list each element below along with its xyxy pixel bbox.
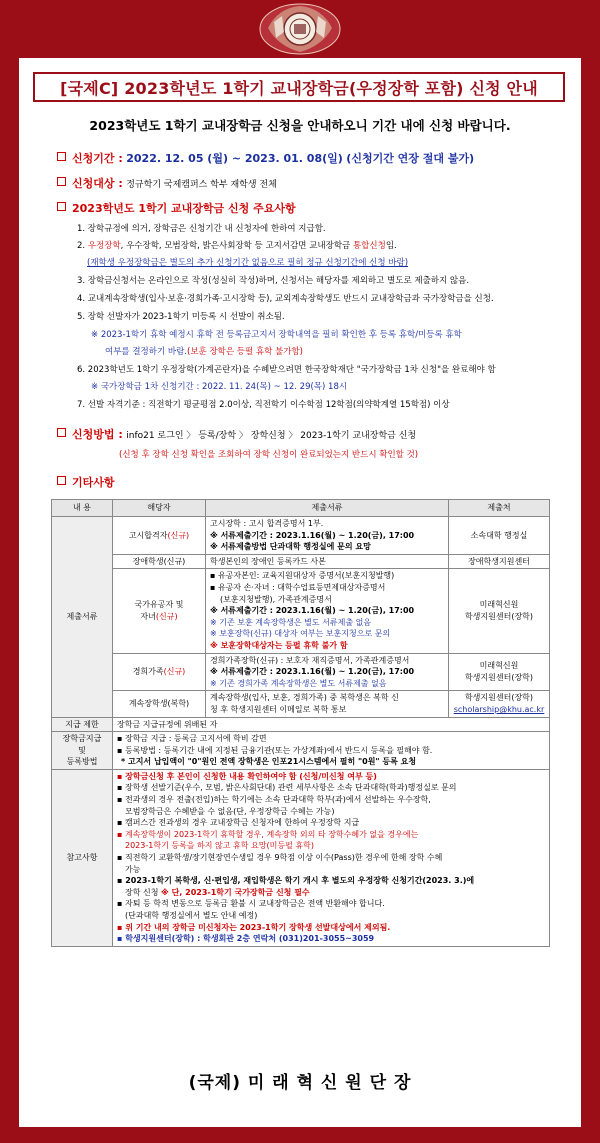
row-target: 국가유공자 및 자녀(신규) (113, 569, 206, 653)
key-point-7: 7. 선발 자격기준 : 직전학기 평균평점 2.0이상, 직전학기 이수학점 12학점(의약학계열 15학점) 이상 (77, 400, 450, 410)
target-label: 신청대상 : (72, 177, 123, 190)
row-docs: 계속장학생(입사, 보훈, 경희가족) 중 복학생은 복학 신 청 후 학생지원센터 이메일로 복학 통보 (206, 691, 449, 717)
period-note: (신청기간 연장 절대 불가) (346, 152, 475, 165)
scholarship-email-link[interactable]: scholarship@khu.ac.kr (453, 704, 545, 714)
bullet-square-icon (57, 202, 66, 211)
page-title: [국제C] 2023학년도 1학기 교내장학금(우정장학 포함) 신청 안내 (33, 72, 565, 102)
row-target: 장애학생(신규) (113, 554, 206, 569)
bullet-square-icon (57, 476, 66, 485)
row-target: 계속장학생(복학) (113, 691, 206, 717)
key-point-5-note-2: 여부를 결정하기 바람.(보훈 장학은 등펄 휴학 불가함) (105, 347, 303, 357)
key-point-3: 3. 장학금신청서는 온라인으로 작성(성실히 작성)하며, 신청서는 해당자를 제외하고 별도로 제출하지 않음. (77, 276, 470, 286)
table-header-row (52, 500, 550, 517)
row-office: 학생지원센터(장학) scholarship@khu.ac.kr (449, 691, 550, 717)
period-section (57, 150, 474, 166)
table-row (52, 732, 550, 770)
row-office: 미래혁신원 학생지원센터(장학) (449, 569, 550, 653)
table-header: 제출서류 (206, 500, 449, 517)
method-path: info21 로그인 〉 등록/장학 〉 장학신청 〉 2023-1학기 교내장학금 신청 (126, 431, 417, 441)
key-point-5-note-1: ※ 2023-1학기 휴학 예정시 휴학 전 등록금고지서 장학내역을 필히 확인한 후 등록 휴학/미등록 휴학 (91, 330, 462, 340)
key-point-5: 5. 장학 선발자가 2023-1학기 미등록 시 선발이 취소됨. (77, 312, 285, 322)
row-office: 소속대학 행정실 (449, 517, 550, 555)
row-docs: 경희가족장학(신규) : 보호자 재직증명서, 가족관계증명서 ※ 서류제출기간 : 2023.1.16(월) ~ 1.20(금), 17:00 ※ 기존 경희가족 계속장학생은 별도 서류제출 없음 (206, 653, 449, 691)
table-row (52, 691, 550, 717)
period-label: 신청기간 : (72, 152, 123, 165)
period-dates: 2022. 12. 05 (월) ~ 2023. 01. 08(일) (126, 152, 343, 165)
bullet-square-icon (57, 177, 66, 186)
row-docs: 고시장학 : 고시 합격증명서 1부. ※ 서류제출기간 : 2023.1.16(월) ~ 1.20(금), 17:00 ※ 서류제출방법 단과대학 행정실에 문의 요망 (206, 517, 449, 555)
bullet-square-icon (57, 152, 66, 161)
key-point-6-note: ※ 국가장학금 1차 신청기간 : 2022. 11. 24(목) ~ 12. 29(목) 18시 (91, 382, 348, 392)
table-header: 해당자 (113, 500, 206, 517)
key-point-4: 4. 교내계속장학생(입사·보훈·경희가족·고시장학 등), 교외계속장학생도 반드시 교내장학금과 국가장학금을 신청. (77, 294, 494, 304)
method-note: (신청 후 장학 신청 확인을 조회하여 장학 신청이 완료되었는지 반드시 확인할 것) (119, 450, 419, 460)
docs-category: 제출서류 (52, 517, 113, 718)
ref-text: ▪ 장학금신청 후 본인이 신청한 내용 확인하여야 함 (신청/미신청 여부 등) ▪ 장학생 선발기준(우수, 모범, 밝은사회단대) 관련 세부사항은 소속 단과대학(학과)행정실로 문의 ▪ 전과생의 경우 전출(전입)하는 학기에는 소속 단과대학 학부(과)에서 선발하는 우수장학, 모범장학금은 수혜받을 수 없음(단, 우정장학금 수혜는 가능) ▪ 캠퍼스간 전과생의 경우 교내장학금 신청자에 한하여 우정장학 지급 ▪ 계속장학생이 2023-1학기 휴학할 경우, 계속장학 외의 타 장학수혜가 없을 경우에는 2023-1학기 등록을 하지 않고 휴학 요망(미등펄 휴학) ▪ 직전학기 교환학생/장기현장연수생일 경우 9학점 이상 이수(Pass)한 경우에 한해 장학 수혜 가능 ▪ 2023-1학기 복학생, 신·편입생, 재입학생은 학기 개시 후 별도의 우정장학 신청기간(2023. 3.)에 장학 신청 ※ 단, 2023-1학기 국가장학금 신청 필수 ▪ 자퇴 등 학적 변동으로 등록금 환불 시 교내장학금은 전액 반환해야 합니다. (단과대학 행정실에서 별도 안내 예정) ▪ 위 기간 내의 장학금 미신청자는 2023-1학기 장학생 선발대상에서 제외됨. ▪ 학생지원센터(장학) : 학생회관 2층 연락처 (031)201-3055~3059 (113, 769, 550, 946)
row-office: 장애학생지원센터 (449, 554, 550, 569)
key-point-6: 6. 2023학년도 1학기 우정장학(가계곤란자)을 수혜받으려면 한국장학재단 "국가장학금 1차 신청"을 완료해야 함 (77, 365, 496, 375)
university-emblem-icon (258, 2, 342, 56)
intro-text: 2023학년도 1학기 교내장학금 신청을 안내하오니 기간 내에 신청 바랍니다. (89, 118, 511, 133)
table-header: 내 용 (52, 500, 113, 517)
pay-text: ▪ 장학금 지급 : 등록금 고지서에 학비 감면 ▪ 등록방법 : 등록기간 내에 지정된 금융기관(또는 가상계좌)에서 반드시 등록을 필해야 함. * 고지서 납입액이 "0"원인 전액 장학생은 인포21시스템에서 필히 "0원" 등록 요청 (113, 732, 550, 770)
key-point-2: 2. 우정장학, 우수장학, 모범장학, 밝은사회장학 등 고지서감면 교내장학금 통합신청임. (77, 241, 397, 251)
key-points-section (57, 200, 296, 216)
ref-category: 참고사항 (52, 769, 113, 946)
row-docs: 학생본인의 장애인 등록카드 사본 (206, 554, 449, 569)
limit-text: 장학금 지급규정에 위배된 자 (113, 717, 550, 732)
pay-category: 장학금지급 및 등록방법 (52, 732, 113, 770)
table-row (52, 569, 550, 653)
misc-section (57, 474, 115, 490)
row-target: 경희가족(신규) (113, 653, 206, 691)
bullet-square-icon (57, 428, 66, 437)
target-section (57, 175, 277, 191)
target-value: 정규학기 국제캠퍼스 학부 재학생 전체 (126, 180, 277, 190)
row-target: 고시합격자(신규) (113, 517, 206, 555)
table-row (52, 653, 550, 691)
limit-category: 지급 제한 (52, 717, 113, 732)
key-points-label: 2023학년도 1학기 교내장학금 신청 주요사항 (72, 202, 296, 215)
method-section (57, 426, 416, 442)
table-row (52, 717, 550, 732)
table-row (52, 517, 550, 555)
info-table (51, 499, 550, 947)
row-office: 미래혁신원 학생지원센터(장학) (449, 653, 550, 691)
row-docs: ▪ 유공자본인: 교육지원대상자 증명서(보훈지청발행) ▪ 유공자 손·자녀 : 대학수업료등면제대상자증명서 (보훈지청발행), 가족관계증명서 ※ 서류제출기간 : 2023.1.16(월) ~ 1.20(금), 17:00 ※ 기존 보훈 계속장학생은 별도 서류제출 없음 ※ 보훈장학(신규) 대상자 여부는 보훈지청으로 문의 ※ 보훈장학대상자는 등펄 휴학 불가 함 (206, 569, 449, 653)
method-label: 신청방법 : (72, 428, 123, 441)
table-row (52, 769, 550, 946)
key-point-1: 1. 장학규정에 의거, 장학금은 신청기간 내 신청자에 한하여 지급함. (77, 224, 326, 234)
table-header: 제출처 (449, 500, 550, 517)
misc-label: 기타사항 (72, 476, 115, 489)
document-body (19, 58, 581, 1127)
footer-org: (국제) 미 래 혁 신 원 단 장 (188, 1073, 412, 1093)
table-row (52, 554, 550, 569)
key-point-2-note: (재학생 우정장학금은 별도의 추가 신청기간 없음으로 필히 정규 신청기간에 신청 바람) (87, 258, 409, 268)
